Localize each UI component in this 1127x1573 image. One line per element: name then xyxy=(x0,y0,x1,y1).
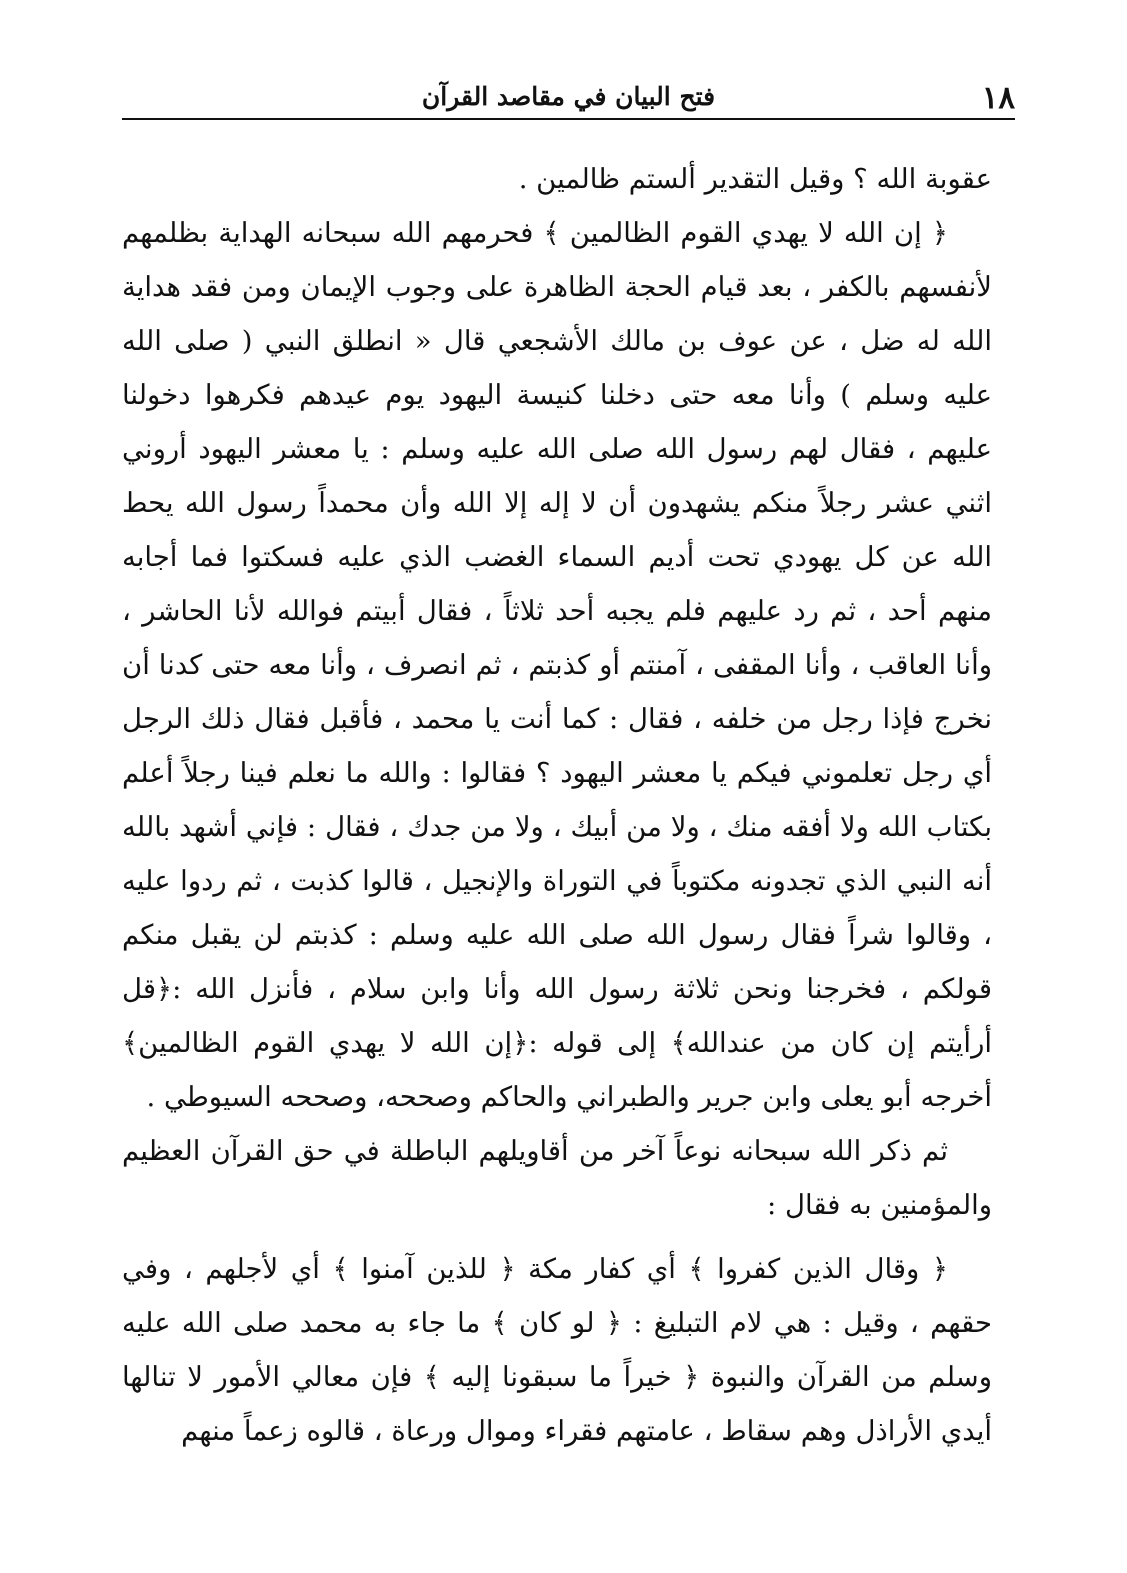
page-header xyxy=(122,70,1015,120)
paragraph-2: ﴿ إن الله لا يهدي القوم الظالمين ﴾ فحرمهم الله سبحانه الهداية بظلمهم لأنفسهم بالكفر ، بعد قيام الحجة الظاهرة على وجوب الإيمان ومن فقد هداية الله له ضل ، عن عوف بن مالك الأشجعي قال « انطلق النبي ( صلى الله عليه وسلم ) وأنا معه حتى دخلنا كنيسة اليهود يوم عيدهم فكرهوا دخولنا عليهم ، فقال لهم رسول الله صلى الله عليه وسلم : يا معشر اليهود أروني اثني عشر رجلاً منكم يشهدون أن لا إله إلا الله وأن محمداً رسول الله يحط الله عن كل يهودي تحت أديم السماء الغضب الذي عليه فسكتوا فما أجابه منهم أحد ، ثم رد عليهم فلم يجبه أحد ثلاثاً ، فقال أبيتم فوالله لأنا الحاشر ، وأنا العاقب ، وأنا المقفى ، آمنتم أو كذبتم ، ثم انصرف ، وأنا معه حتى كدنا أن نخرج فإذا رجل من خلفه ، فقال : كما أنت يا محمد ، فأقبل فقال ذلك الرجل أي رجل تعلموني فيكم يا معشر اليهود ؟ فقالوا : والله ما نعلم فينا رجلاً أعلم بكتاب الله ولا أفقه منك ، ولا من أبيك ، ولا من جدك ، فقال : فإني أشهد بالله أنه النبي الذي تجدونه مكتوباً في التوراة والإنجيل ، قالوا كذبت ، ثم ردوا عليه ، وقالوا شراً فقال رسول الله صلى الله عليه وسلم : كذبتم لن يقبل منكم قولكم ، فخرجنا ونحن ثلاثة رسول الله وأنا وابن سلام ، فأنزل الله :﴿قل أرأيتم إن كان من عندالله﴾ إلى قوله :﴿إن الله لا يهدي القوم الظالمين﴾ أخرجه أبو يعلى وابن جرير والطبراني والحاكم وصححه، وصححه السيوطي . xyxy=(122,217,992,1113)
paragraph-4: ﴿ وقال الذين كفروا ﴾ أي كفار مكة ﴿ للذين آمنوا ﴾ أي لأجلهم ، وفي حقهم ، وقيل : هي لام التبليغ : ﴿ لو كان ﴾ ما جاء به محمد صلى الله عليه وسلم من القرآن والنبوة ﴿ خيراً ما سبقونا إليه ﴾ فإن معالي الأمور لا تنالها أيدي الأراذل وهم سقاط ، عامتهم فقراء وموال ورعاة ، قالوه زعماً منهم xyxy=(122,1253,992,1447)
page-number: ١٨ xyxy=(981,80,1015,116)
running-title: فتح البيان في مقاصد القرآن xyxy=(421,82,716,111)
header-rule xyxy=(122,118,1015,120)
page-body xyxy=(122,152,992,1458)
paragraph-3: ثم ذكر الله سبحانه نوعاً آخر من أقاويلهم الباطلة في حق القرآن العظيم والمؤمنين به فقال : xyxy=(122,1135,992,1221)
paragraph-1: عقوبة الله ؟ وقيل التقدير ألستم ظالمين . xyxy=(518,163,992,195)
